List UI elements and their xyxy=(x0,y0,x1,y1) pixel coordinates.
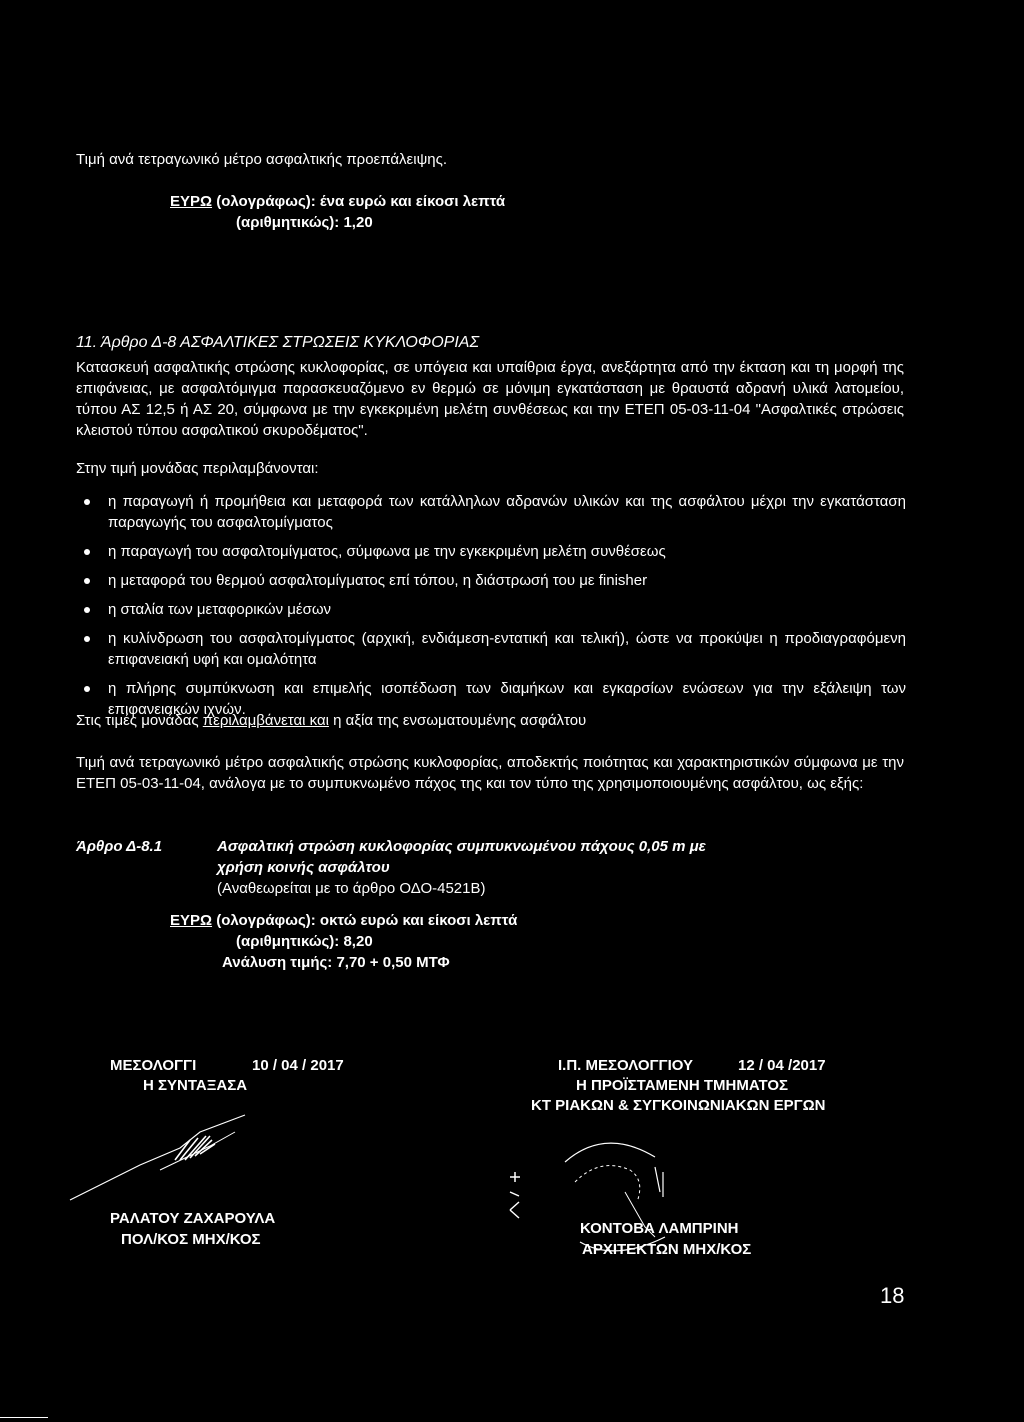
list-item xyxy=(78,491,906,533)
footer-rule xyxy=(0,1417,48,1418)
sub-article-title-1: Ασφαλτική στρώση κυκλοφορίας συμπυκνωμένου πάχους 0,05 m με xyxy=(217,838,706,855)
bullet-icon xyxy=(84,499,90,505)
right-dept: ΚΤ ΡΙΑΚΩΝ & ΣΥΓΚΟΙΝΩΝΙΑΚΩΝ ΕΡΓΩΝ xyxy=(531,1097,826,1114)
includes-intro: Στην τιμή μονάδας περιλαμβάνονται: xyxy=(76,460,319,477)
list-item xyxy=(78,541,906,562)
sub-article-title-2: χρήση κοινής ασφάλτου xyxy=(217,859,390,876)
list-item-text: η πλήρης συμπύκνωση και επιμελής ισοπέδωση των διαμήκων και εγκαρσίων ενώσεων για την εξάλειψη των επιφανειακών ιχνών. xyxy=(108,680,906,718)
list-item xyxy=(78,628,906,670)
list-item-text: η παραγωγή ή προμήθεια και μεταφορά των κατάλληλων αδρανών υλικών και της ασφάλτου μέχρι την εγκατάσταση παραγωγής του ασφαλτομίγματος xyxy=(108,493,906,531)
list-item xyxy=(78,570,906,591)
also-included-line xyxy=(76,710,586,731)
right-role: Η ΠΡΟΪΣΤΑΜΕΝΗ ΤΜΗΜΑΤΟΣ xyxy=(576,1077,789,1094)
sub-price-words xyxy=(170,910,517,931)
right-name: ΚΟΝΤΟΒΑ ΛΑΜΠΡΙΝΗ xyxy=(580,1220,739,1237)
list-item-text: η κυλίνδρωση του ασφαλτομίγματος (αρχική, ενδιάμεση-εντατική και τελική), ώστε να προκύψει η προδιαγραφόμενη επιφανειακή υφή και ομαλότητα xyxy=(108,630,906,668)
price-paragraph: Τιμή ανά τετραγωνικό μέτρο ασφαλτικής στρώσης κυκλοφορίας, αποδεκτής ποιότητας και χαρακτηριστικών σύμφωνα με την ΕΤΕΠ 05-03-11-04, ανάλογα με το συμπυκνωμένο πάχος της και τον τύπο της χρησιμοποιουμένης ασφάλτου, ως εξής: xyxy=(76,754,904,792)
left-name: ΡΑΛΑΤΟΥ ΖΑΧΑΡΟΥΛΑ xyxy=(110,1210,276,1227)
bullet-icon xyxy=(84,686,90,692)
sub-article-label: Άρθρο Δ-8.1 xyxy=(76,838,163,855)
includes-list xyxy=(78,491,906,728)
left-role: Η ΣΥΝΤΑΞΑΣΑ xyxy=(143,1077,248,1094)
sub-article-revision: (Αναθεωρείται με το άρθρο ΟΔΟ-4521Β) xyxy=(217,880,486,897)
intro-price-line: Τιμή ανά τετραγωνικό μέτρο ασφαλτικής προεπάλειψης. xyxy=(76,151,448,168)
intro-price-numeric: (αριθμητικώς): 1,20 xyxy=(236,214,373,231)
list-item-text: η σταλία των μεταφορικών μέσων xyxy=(108,601,332,618)
right-place: Ι.Π. ΜΕΣΟΛΟΓΓΙΟΥ xyxy=(558,1057,693,1074)
sub-price-analysis: Ανάλυση τιμής: 7,70 + 0,50 ΜΤΦ xyxy=(222,954,450,971)
left-date: 10 / 04 / 2017 xyxy=(252,1057,344,1074)
intro-price-words xyxy=(170,191,505,212)
left-signature-icon xyxy=(60,1110,280,1220)
article-heading: 11. Άρθρο Δ-8 ΑΣΦΑΛΤΙΚΕΣ ΣΤΡΩΣΕΙΣ ΚΥΚΛΟΦΟΡΙΑΣ xyxy=(76,334,480,351)
bullet-icon xyxy=(84,578,90,584)
left-place: ΜΕΣΟΛΟΓΓΙ xyxy=(110,1057,197,1074)
bullet-icon xyxy=(84,636,90,642)
page-number: 18 xyxy=(880,1283,905,1308)
bullet-icon xyxy=(84,607,90,613)
bullet-icon xyxy=(84,549,90,555)
article-description: Κατασκευή ασφαλτικής στρώσης κυκλοφορίας, σε υπόγεια και υπαίθρια έργα, ανεξάρτητα από την έκταση και τη μορφή της επιφάνειας, με ασφαλτόμιγμα παρασκευαζόμενο εν θερμώ σε μόνιμη εγκατάσταση με θραυστά αδρανή υλικά λατομείου, τύπου ΑΣ 12,5 ή ΑΣ 20, σύμφωνα με την εγκεκριμένη μελέτη συνθέσεως και την ΕΤΕΠ 05-03-11-04 "Ασφαλτικές στρώσεις κλειστού τύπου ασφαλτικού σκυροδέματος". xyxy=(76,359,904,439)
sub-currency: ΕΥΡΩ xyxy=(170,912,213,929)
also-pre: Στις τιμές μονάδας xyxy=(76,712,203,729)
right-date: 12 / 04 /2017 xyxy=(738,1057,826,1074)
list-item-text: η παραγωγή του ασφαλτομίγματος, σύμφωνα με την εγκεκριμένη μελέτη συνθέσεως xyxy=(108,543,666,560)
also-underlined: περιλαμβάνεται και xyxy=(202,712,329,729)
list-item-text: η μεταφορά του θερμού ασφαλτομίγματος επί τόπου, η διάστρωσή του με finisher xyxy=(108,572,648,589)
right-title: ΑΡΧΙΤΕΚΤΩΝ ΜΗΧ/ΚΟΣ xyxy=(582,1241,752,1258)
list-item xyxy=(78,599,906,620)
also-post: η αξία της ενσωματουμένης ασφάλτου xyxy=(328,712,587,729)
sub-price-numeric: (αριθμητικώς): 8,20 xyxy=(236,933,373,950)
left-title: ΠΟΛ/ΚΟΣ ΜΗΧ/ΚΟΣ xyxy=(121,1231,261,1248)
intro-words: (ολογράφως): ένα ευρώ και είκοσι λεπτά xyxy=(216,193,506,210)
intro-currency: ΕΥΡΩ xyxy=(170,193,213,210)
sub-words: (ολογράφως): οκτώ ευρώ και είκοσι λεπτά xyxy=(216,912,518,929)
